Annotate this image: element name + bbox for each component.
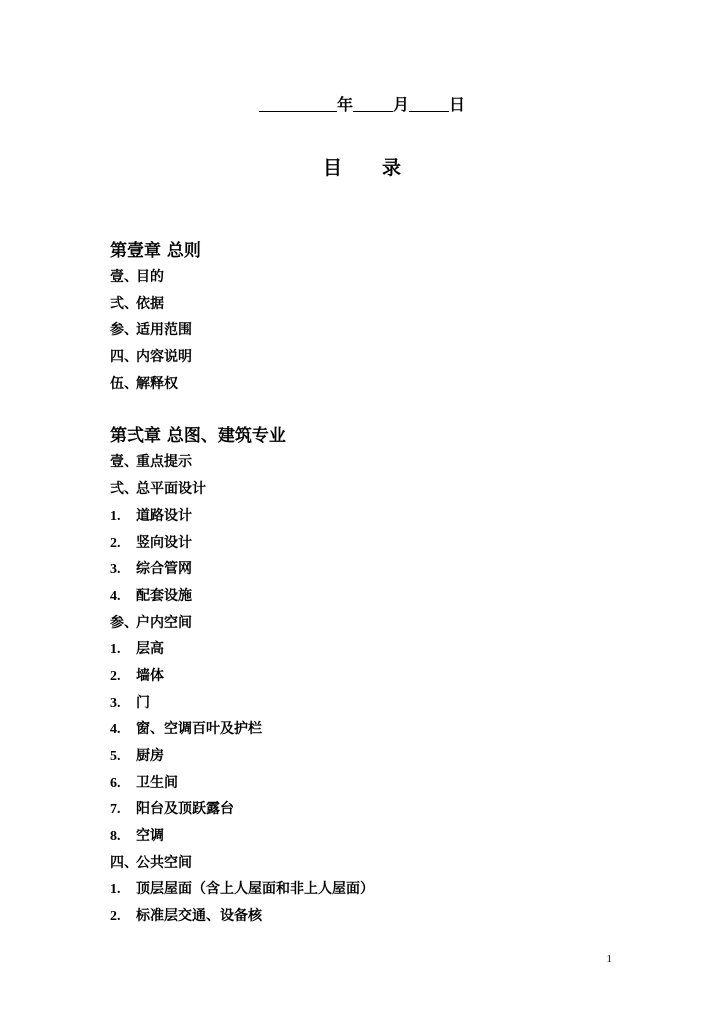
item-text: 窗、空调百叶及护栏 [136, 721, 262, 738]
list-item [110, 743, 670, 770]
item-text: 道路设计 [136, 507, 192, 524]
list-item [110, 583, 670, 610]
item-number: 1. [110, 508, 121, 524]
item-number: 1. [110, 882, 121, 898]
item-text: 重点提示 [136, 454, 192, 471]
list-item [110, 770, 670, 797]
item-text: 厨房 [136, 748, 164, 764]
list-item [110, 690, 670, 717]
item-number: 弍、 [110, 295, 138, 312]
list-item [110, 556, 670, 583]
item-number: 参、 [110, 322, 138, 339]
month-blank [353, 95, 393, 112]
month-label: 月 [392, 95, 409, 114]
day-blank [409, 95, 449, 112]
list-item [110, 663, 670, 690]
list-item [110, 476, 670, 503]
item-text: 依据 [136, 295, 164, 312]
year-blank [259, 95, 337, 112]
item-number: 伍、 [110, 375, 138, 392]
item-number: 壹、 [110, 269, 138, 285]
toc-title [0, 153, 724, 180]
list-item [110, 850, 670, 877]
item-number: 3. [110, 695, 121, 711]
item-number: 2. [110, 668, 121, 684]
item-text: 解释权 [136, 375, 178, 392]
item-text: 公共空间 [136, 854, 192, 871]
item-number: 壹、 [110, 454, 138, 471]
item-number: 4. [110, 722, 121, 738]
list-item [110, 503, 670, 530]
item-text: 配套设施 [136, 587, 192, 604]
item-number: 1. [110, 642, 121, 658]
item-number: 四、 [110, 349, 138, 366]
toc-title-right: 录 [382, 157, 402, 179]
page-number: 1 [606, 953, 612, 965]
list-item [110, 264, 670, 291]
item-number: 7. [110, 802, 121, 818]
item-number: 弍、 [110, 481, 138, 498]
list-item [110, 530, 670, 557]
item-text: 竖向设计 [136, 534, 192, 551]
item-number: 参、 [110, 614, 138, 631]
date-line [0, 92, 724, 115]
item-text: 层高 [136, 641, 164, 658]
item-number: 四、 [110, 854, 138, 871]
item-text: 户内空间 [136, 614, 192, 631]
year-label: 年 [336, 95, 353, 114]
item-text: 阳台及顶跃露台 [136, 801, 234, 818]
item-number: 6. [110, 775, 121, 791]
item-text: 目的 [136, 269, 164, 285]
list-item [110, 344, 670, 371]
item-number: 2. [110, 535, 121, 551]
item-text: 门 [136, 694, 150, 711]
list-item [110, 371, 670, 398]
list-item [110, 636, 670, 663]
item-text: 空调 [136, 828, 164, 845]
item-number: 3. [110, 562, 121, 578]
item-text: 卫生间 [136, 774, 178, 791]
item-text: 墙体 [136, 667, 164, 684]
list-item [110, 291, 670, 318]
item-number: 4. [110, 588, 121, 604]
item-number: 2. [110, 909, 121, 925]
item-text: 内容说明 [136, 349, 192, 366]
list-item [110, 876, 670, 903]
list-item [110, 317, 670, 344]
item-text: 综合管网 [136, 561, 192, 578]
table-of-contents [110, 238, 670, 930]
item-number: 5. [110, 749, 121, 764]
item-text: 适用范围 [136, 322, 192, 339]
chapter-heading: 第壹章 总则 [110, 241, 201, 261]
item-text: 标准层交通、设备核 [136, 908, 262, 925]
chapter-heading: 第弍章 总图、建筑专业 [110, 426, 286, 447]
item-text: 顶层屋面（含上人屋面和非上人屋面） [136, 881, 374, 898]
list-item [110, 610, 670, 637]
item-number: 8. [110, 829, 121, 845]
list-item [110, 903, 670, 930]
list-item [110, 449, 670, 476]
toc-title-left: 目 [322, 157, 342, 179]
list-item [110, 823, 670, 850]
day-label: 日 [449, 95, 466, 114]
list-item [110, 716, 670, 743]
list-item [110, 796, 670, 823]
item-text: 总平面设计 [136, 481, 206, 498]
